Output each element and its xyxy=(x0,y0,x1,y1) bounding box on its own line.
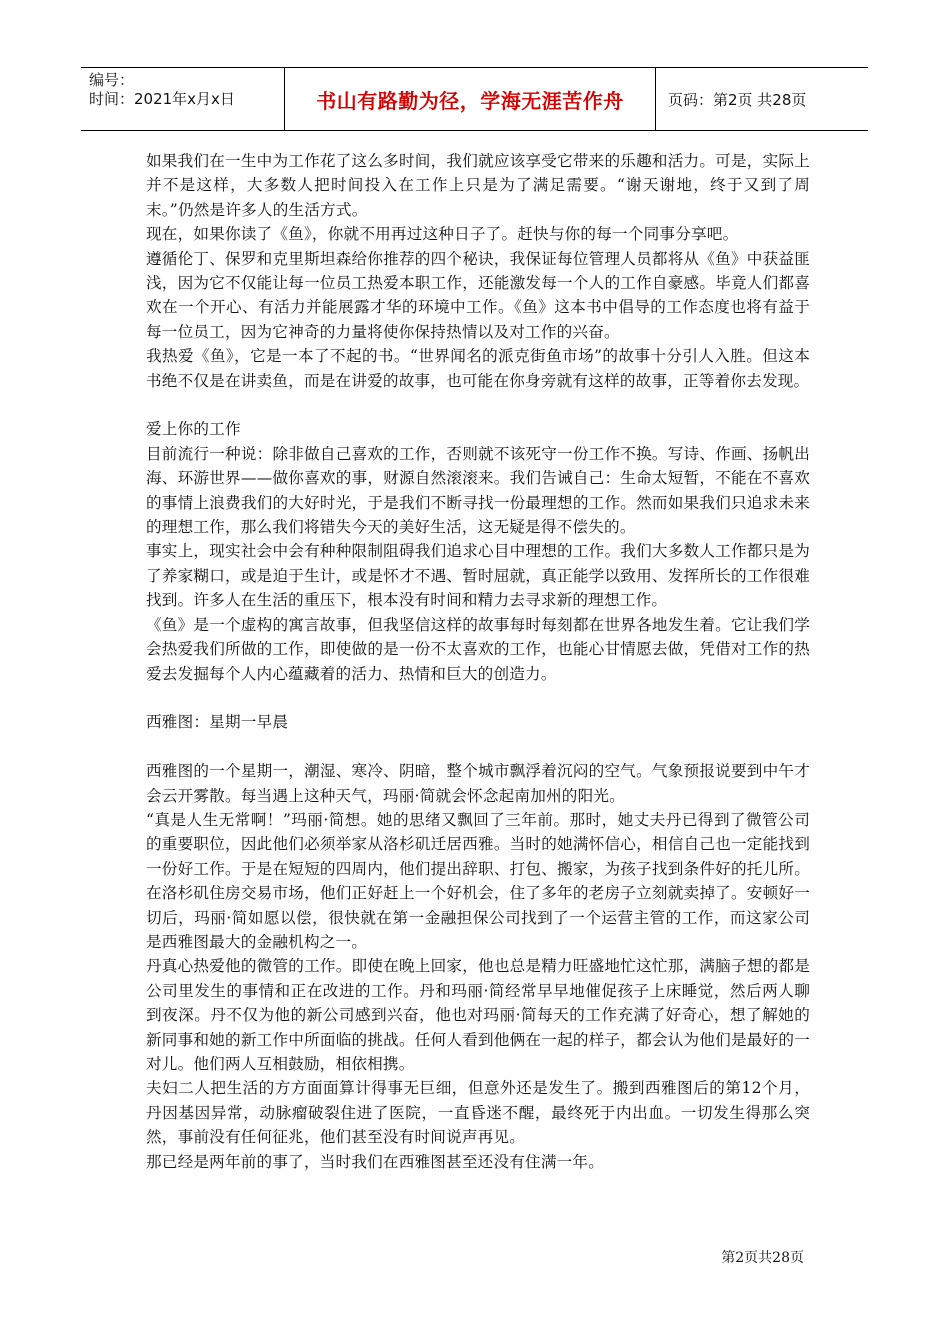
document-number-label: 编号： xyxy=(89,71,135,89)
blank-line xyxy=(146,735,810,759)
paragraph: 现在，如果你读了《鱼》，你就不用再过这种日子了。赶快与你的每一个同事分享吧。 xyxy=(146,225,739,244)
paragraph: 西雅图的一个星期一，潮湿、寒冷、阴暗，整个城市飘浮着沉闷的空气。气象预报说要到中午才会云开雾散。每当遇上这种天气，玛丽·简就会怀念起南加州的阳光。 xyxy=(146,762,810,805)
paragraph: 丹真心热爱他的微管的工作。即使在晚上回家，他也总是精力旺盛地忙这忙那，满脑子想的都是公司里发生的事情和正在改进的工作。丹和玛丽·简经常早早地催促孩子上床睡觉，然后两人聊到夜深。丹不仅为他的新公司感到兴奋，他也对玛丽·简每天的工作充满了好奇心，想了解她的新同事和她的新工作中所面临的挑战。任何人看到他俩在一起的样子，都会认为他们是最好的一对儿。他们两人互相鼓励，相依相携。 xyxy=(146,957,810,1073)
page-footer: 第2页共28页 xyxy=(721,1250,804,1266)
section-heading: 爱上你的工作 xyxy=(146,420,241,439)
paragraph: 那已经是两年前的事了，当时我们在西雅图甚至还没有住满一年。 xyxy=(146,1152,605,1171)
paragraph: 夫妇二人把生活的方方面面算计得事无巨细，但意外还是发生了。搬到西雅图后的第12个月，丹因基因异常，动脉瘤破裂住进了医院，一直昏迷不醒，最终死于内出血。一切发生得那么突然，事前没有任何征兆，他们甚至没有时间说声再见。 xyxy=(146,1079,810,1147)
paragraph: 如果我们在一生中为工作花了这么多时间，我们就应该享受它带来的乐趣和活力。可是，实际上并不是这样，大多数人把时间投入在工作上只是为了满足需要。“谢天谢地，终于又到了周末。”仍然是许多人的生活方式。 xyxy=(146,152,810,219)
document-body xyxy=(146,149,810,1174)
paragraph: 事实上，现实社会中会有种种限制阻碍我们追求心目中理想的工作。我们大多数人工作都只是为了养家糊口，或是迫于生计，或是怀才不遇、暂时屈就，真正能学以致用、发挥所长的工作很难找到。许多人在生活的重压下，根本没有时间和精力去寻求新的理想工作。 xyxy=(146,542,810,610)
document-time-label: 时间：2021年x月x日 xyxy=(89,90,235,108)
header-page-number: 页码：第2页 共28页 xyxy=(668,90,807,109)
blank-line xyxy=(146,686,810,710)
paragraph: 我热爱《鱼》，它是一本了不起的书。“世界闻名的派克街鱼市场”的故事十分引人入胜。但这本书绝不仅是在讲卖鱼，而是在讲爱的故事，也可能在你身旁就有这样的故事，正等着你去发现。 xyxy=(146,347,810,390)
section-heading: 西雅图：星期一早晨 xyxy=(146,713,289,732)
paragraph: 目前流行一种说：除非做自己喜欢的工作，否则就不该死守一份工作不换。写诗、作画、扬帆出海、环游世界——做你喜欢的事，财源自然滚滚来。我们告诫自己：生命太短暂，不能在不喜欢的事情上浪费我们的大好时光，于是我们不断寻找一份最理想的工作。然而如果我们只追求未来的理想工作，那么我们将错失今天的美好生活，这无疑是得不偿失的。 xyxy=(146,444,810,537)
header-motto: 书山有路勤为径，学海无涯苦作舟 xyxy=(284,68,656,130)
blank-line xyxy=(146,393,810,417)
page-header xyxy=(81,67,868,131)
paragraph: “真是人生无常啊！”玛丽·简想。她的思绪又飘回了三年前。那时，她丈夫丹已得到了微管公司的重要职位，因此他们必须举家从洛杉矶迁居西雅。当时的她满怀信心，相信自己也一定能找到一份好工作。于是在短短的四周内，他们提出辞职、打包、搬家，为孩子找到条件好的托儿所。在洛杉矶住房交易市场，他们正好赶上一个好机会，住了多年的老房子立刻就卖掉了。安顿好一切后，玛丽·简如愿以偿，很快就在第一金融担保公司找到了一个运营主管的工作，而这家公司是西雅图最大的金融机构之一。 xyxy=(146,810,810,951)
paragraph: 《鱼》是一个虚构的寓言故事，但我坚信这样的故事每时每刻都在世界各地发生着。它让我们学会热爱我们所做的工作，即使做的是一份不太喜欢的工作，也能心甘情愿去做，凭借对工作的热爱去发掘每个人内心蕴藏着的活力、热情和巨大的创造力。 xyxy=(146,615,810,683)
paragraph: 遵循伦丁、保罗和克里斯坦森给你推荐的四个秘诀，我保证每位管理人员都将从《鱼》中获益匪浅，因为它不仅能让每一位员工热爱本职工作，还能激发每一个人的工作自豪感。毕竟人们都喜欢在一个开心、有活力并能展露才华的环境中工作。《鱼》这本书中倡导的工作态度也将有益于每一位员工，因为它神奇的力量将使你保持热情以及对工作的兴奋。 xyxy=(146,249,810,341)
header-meta xyxy=(81,68,284,130)
